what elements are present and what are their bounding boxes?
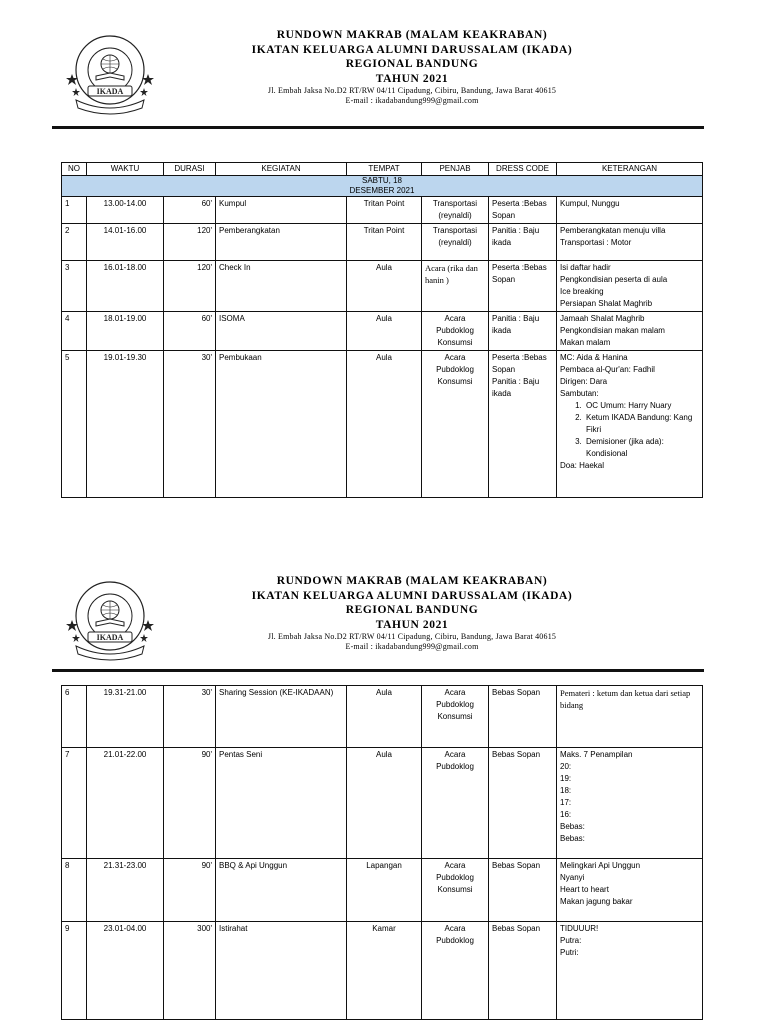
ket-line: TIDUUUR! bbox=[560, 924, 599, 933]
region-name: REGIONAL BANDUNG bbox=[345, 604, 479, 616]
cell-ket bbox=[557, 197, 703, 224]
list-item: 3. Demisioner (jika ada): Kondisional bbox=[584, 436, 699, 460]
cell-dress bbox=[489, 351, 557, 498]
letterhead bbox=[52, 28, 704, 124]
dress-line: Panitia : Baju ikada bbox=[492, 377, 540, 398]
doc-title: RUNDOWN MAKRAB (MALAM KEAKRABAN) bbox=[276, 575, 548, 587]
dress-line: Peserta :Bebas Sopan bbox=[492, 353, 547, 374]
cell-no: 7 bbox=[62, 748, 87, 859]
cell-no: 1 bbox=[62, 197, 87, 224]
cell-durasi: 30' bbox=[164, 686, 216, 748]
col-waktu: WAKTU bbox=[87, 163, 164, 176]
cell-tempat: Aula bbox=[347, 686, 422, 748]
cell-no: 4 bbox=[62, 312, 87, 351]
col-dress-code: DRESS CODE bbox=[489, 163, 557, 176]
letterhead-text bbox=[202, 574, 622, 652]
col-tempat: TEMPAT bbox=[347, 163, 422, 176]
table-row bbox=[62, 197, 703, 224]
cell-ket bbox=[557, 312, 703, 351]
email: E-mail : ikadabandung999@gmail.com bbox=[345, 96, 479, 105]
col-penjab: PENJAB bbox=[422, 163, 489, 176]
table-row bbox=[62, 859, 703, 922]
table-row bbox=[62, 224, 703, 261]
cell-dress: Panitia : Baju ikada bbox=[489, 312, 557, 351]
cell-tempat: Tritan Point bbox=[347, 224, 422, 261]
cell-penjab: Acara Pubdoklog Konsumsi bbox=[422, 312, 489, 351]
cell-kegiatan: Pembukaan bbox=[216, 351, 347, 498]
ket-line: Heart to heart bbox=[560, 885, 609, 894]
list-item: 1. OC Umum: Harry Nuary bbox=[584, 400, 699, 412]
ket-line: Pengkondisian makan malam bbox=[560, 326, 665, 335]
cell-durasi: 60' bbox=[164, 197, 216, 224]
cell-tempat: Tritan Point bbox=[347, 197, 422, 224]
cell-waktu: 21.31-23.00 bbox=[87, 859, 164, 922]
cell-dress: Peserta :Bebas Sopan bbox=[489, 261, 557, 312]
ket-line: 17: bbox=[560, 798, 572, 807]
cell-waktu: 18.01-19.00 bbox=[87, 312, 164, 351]
cell-kegiatan: Sharing Session (KE-IKADAAN) bbox=[216, 686, 347, 748]
cell-ket bbox=[557, 748, 703, 859]
cell-tempat: Aula bbox=[347, 748, 422, 859]
cell-no: 8 bbox=[62, 859, 87, 922]
cell-penjab: Acara Pubdoklog bbox=[422, 748, 489, 859]
col-kegiatan: KEGIATAN bbox=[216, 163, 347, 176]
table-row bbox=[62, 686, 703, 748]
ket-line: Bebas: bbox=[560, 822, 585, 831]
region-name: REGIONAL BANDUNG bbox=[345, 58, 479, 70]
cell-dress: Bebas Sopan bbox=[489, 922, 557, 1020]
address: Jl. Embah Jaksa No.D2 RT/RW 04/11 Cipadung, Cibiru, Bandung, Jawa Barat 40615 bbox=[267, 632, 557, 641]
letterhead-text bbox=[202, 28, 622, 106]
ket-line: Doa: Haekal bbox=[560, 461, 605, 470]
table-row bbox=[62, 922, 703, 1020]
table-row bbox=[62, 748, 703, 859]
cell-penjab: Acara Pubdoklog Konsumsi bbox=[422, 859, 489, 922]
ikada-logo-icon bbox=[66, 576, 154, 664]
cell-kegiatan: ISOMA bbox=[216, 312, 347, 351]
rundown-table-2 bbox=[61, 685, 703, 1020]
list-item: 2. Ketum IKADA Bandung: Kang Fikri bbox=[584, 412, 699, 436]
cell-tempat: Aula bbox=[347, 312, 422, 351]
ket-line: Pengkondisian peserta di aula bbox=[560, 275, 668, 284]
cell-dress: Peserta :Bebas Sopan bbox=[489, 197, 557, 224]
cell-penjab: Transportasi (reynaldi) bbox=[422, 197, 489, 224]
rundown-table-1 bbox=[61, 162, 703, 498]
table-row bbox=[62, 312, 703, 351]
ket-line: Jamaah Shalat Maghrib bbox=[560, 314, 645, 323]
cell-dress: Bebas Sopan bbox=[489, 859, 557, 922]
cell-penjab: Acara (rika dan hanin ) bbox=[422, 261, 489, 312]
ket-line: Ice breaking bbox=[560, 287, 604, 296]
ket-line: Isi daftar hadir bbox=[560, 263, 611, 272]
page-2 bbox=[0, 512, 768, 1024]
sambutan-list bbox=[560, 400, 699, 460]
address: Jl. Embah Jaksa No.D2 RT/RW 04/11 Cipadung, Cibiru, Bandung, Jawa Barat 40615 bbox=[267, 86, 557, 95]
ket-line: Putra: bbox=[560, 936, 582, 945]
cell-kegiatan: BBQ & Api Unggun bbox=[216, 859, 347, 922]
cell-kegiatan: Check In bbox=[216, 261, 347, 312]
doc-title: RUNDOWN MAKRAB (MALAM KEAKRABAN) bbox=[276, 29, 548, 41]
ket-line: Maks. 7 Penampilan bbox=[560, 750, 633, 759]
cell-dress: Bebas Sopan bbox=[489, 748, 557, 859]
cell-durasi: 90' bbox=[164, 859, 216, 922]
svg-text:IKADA: IKADA bbox=[96, 87, 124, 96]
cell-waktu: 16.01-18.00 bbox=[87, 261, 164, 312]
cell-kegiatan: Pemberangkatan bbox=[216, 224, 347, 261]
org-name: IKATAN KELUARGA ALUMNI DARUSSALAM (IKADA) bbox=[251, 43, 573, 56]
cell-ket bbox=[557, 859, 703, 922]
ket-line: Pembaca al-Qur'an: Fadhil bbox=[560, 365, 655, 374]
day-label: SABTU, 18 bbox=[361, 176, 402, 185]
day-date: DESEMBER 2021 bbox=[349, 186, 415, 195]
ket-line: Nyanyi bbox=[560, 873, 585, 882]
cell-waktu: 19.01-19.30 bbox=[87, 351, 164, 498]
cell-tempat: Aula bbox=[347, 351, 422, 498]
svg-text:IKADA: IKADA bbox=[96, 633, 124, 642]
ket-line: 20: bbox=[560, 762, 572, 771]
cell-waktu: 13.00-14.00 bbox=[87, 197, 164, 224]
cell-ket: Pemateri : ketum dan ketua dari setiap bidang bbox=[557, 686, 703, 748]
ket-line: MC: Aida & Hanina bbox=[560, 353, 628, 362]
ket-line: Putri: bbox=[560, 948, 579, 957]
cell-ket bbox=[557, 351, 703, 498]
ket-line: Makan jagung bakar bbox=[560, 897, 633, 906]
header-divider bbox=[52, 669, 704, 672]
ket-line: Sambutan: bbox=[560, 389, 599, 398]
col-keterangan: KETERANGAN bbox=[557, 163, 703, 176]
ket-line: Transportasi : Motor bbox=[560, 238, 632, 247]
col-durasi: DURASI bbox=[164, 163, 216, 176]
ket-line: Dirigen: Dara bbox=[560, 377, 608, 386]
cell-penjab: Acara Pubdoklog Konsumsi bbox=[422, 686, 489, 748]
ket-line: Kumpul, Nunggu bbox=[560, 199, 620, 208]
cell-penjab: Acara Pubdoklog Konsumsi bbox=[422, 351, 489, 498]
email: E-mail : ikadabandung999@gmail.com bbox=[345, 642, 479, 651]
table-row bbox=[62, 261, 703, 312]
cell-durasi: 120' bbox=[164, 261, 216, 312]
day-row bbox=[62, 176, 703, 197]
cell-no: 5 bbox=[62, 351, 87, 498]
ket-line: Persiapan Shalat Maghrib bbox=[560, 299, 653, 308]
cell-waktu: 23.01-04.00 bbox=[87, 922, 164, 1020]
ket-line: Pemberangkatan menuju villa bbox=[560, 226, 666, 235]
cell-penjab: Transportasi (reynaldi) bbox=[422, 224, 489, 261]
cell-kegiatan: Kumpul bbox=[216, 197, 347, 224]
cell-waktu: 19.31-21.00 bbox=[87, 686, 164, 748]
ket-line: 16: bbox=[560, 810, 572, 819]
cell-durasi: 60' bbox=[164, 312, 216, 351]
header-divider bbox=[52, 126, 704, 129]
cell-no: 6 bbox=[62, 686, 87, 748]
ket-line: Bebas: bbox=[560, 834, 585, 843]
table-row bbox=[62, 351, 703, 498]
cell-kegiatan: Istirahat bbox=[216, 922, 347, 1020]
cell-durasi: 300' bbox=[164, 922, 216, 1020]
ikada-logo-icon bbox=[66, 30, 154, 118]
cell-waktu: 21.01-22.00 bbox=[87, 748, 164, 859]
letterhead bbox=[52, 574, 704, 670]
org-name: IKATAN KELUARGA ALUMNI DARUSSALAM (IKADA) bbox=[251, 589, 573, 602]
year: TAHUN 2021 bbox=[375, 618, 449, 631]
cell-ket bbox=[557, 261, 703, 312]
ket-line: Melingkari Api Unggun bbox=[560, 861, 641, 870]
cell-dress: Panitia : Baju ikada bbox=[489, 224, 557, 261]
cell-ket bbox=[557, 922, 703, 1020]
ket-line: Makan malam bbox=[560, 338, 611, 347]
cell-no: 2 bbox=[62, 224, 87, 261]
ket-line: 18: bbox=[560, 786, 572, 795]
year: TAHUN 2021 bbox=[375, 72, 449, 85]
cell-dress: Bebas Sopan bbox=[489, 686, 557, 748]
cell-durasi: 120' bbox=[164, 224, 216, 261]
header-row bbox=[62, 163, 703, 176]
cell-ket bbox=[557, 224, 703, 261]
ket-line: 19: bbox=[560, 774, 572, 783]
cell-tempat: Aula bbox=[347, 261, 422, 312]
cell-penjab: Acara Pubdoklog bbox=[422, 922, 489, 1020]
cell-tempat: Lapangan bbox=[347, 859, 422, 922]
col-no: NO bbox=[62, 163, 87, 176]
cell-durasi: 90' bbox=[164, 748, 216, 859]
cell-no: 3 bbox=[62, 261, 87, 312]
cell-waktu: 14.01-16.00 bbox=[87, 224, 164, 261]
cell-kegiatan: Pentas Seni bbox=[216, 748, 347, 859]
cell-no: 9 bbox=[62, 922, 87, 1020]
cell-durasi: 30' bbox=[164, 351, 216, 498]
cell-tempat: Kamar bbox=[347, 922, 422, 1020]
